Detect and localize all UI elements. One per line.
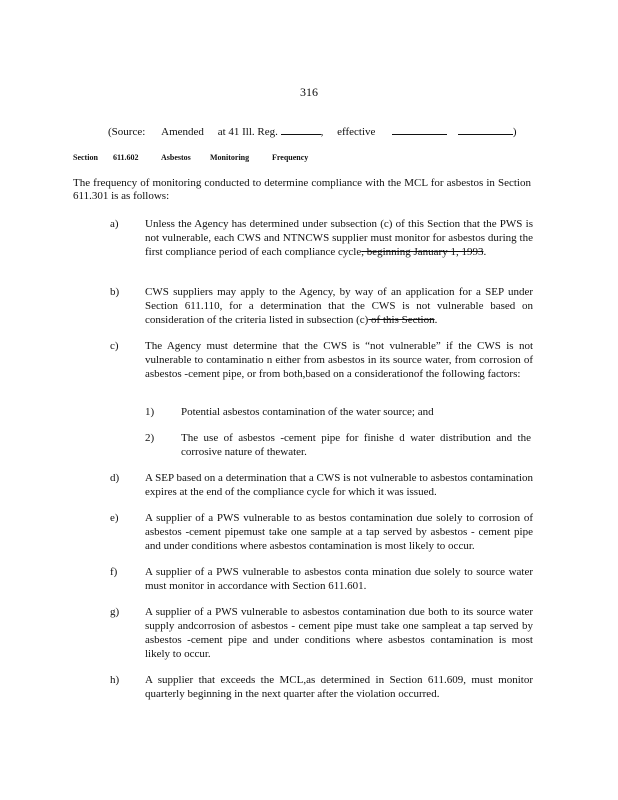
source-close: ) [512,126,517,138]
reg-blank [281,124,321,135]
item-marker: h) [110,674,120,686]
item-text: A supplier of a PWS vulnerable to asbestos conta mination due solely to source water must monitor in accordance with Section 611.601. [145,566,533,592]
section-number: 611.602 [113,153,139,162]
section-word-frequency: Frequency [272,153,309,162]
item-text: A SEP based on a determination that a CWS is not vulnerable to asbestos contamination expires at the end of the compliance cycle for which it was issued. [145,472,533,498]
source-reg: at 41 Ill. Reg. [217,126,278,138]
sub-item-marker: 2) [145,432,155,444]
item-marker: d) [110,472,120,484]
item-text [145,217,533,259]
section-word-asbestos: Asbestos [161,153,191,162]
section-label: Section [73,153,98,162]
item-text-main: Unless the Agency has determined under subsection (c) of this Section that the PWS is not vulnerable, each CWS and NTNCWS supplier must monitor for asbestos during the first compliance period of each compliance cycle [145,218,533,258]
intro-paragraph: The frequency of monitoring conducted to determine compliance with the MCL for asbestos in Section 611.301 is as follows: [73,177,531,202]
item-marker: e) [110,512,119,524]
sub-item-marker: 1) [145,406,155,418]
deleted-text: of this Section [368,314,435,326]
item-text-tail: . [483,246,487,258]
item-marker: g) [110,606,120,618]
effective-blank-1 [392,124,447,135]
item-text-tail: . [434,314,438,326]
section-word-monitoring: Monitoring [210,153,250,162]
sub-item-text: The use of asbestos -cement pipe for finishe d water distribution and the corrosive nature of thewater. [181,432,531,458]
item-marker: c) [110,340,119,352]
item-text [145,285,533,327]
item-marker: a) [110,218,119,230]
item-text: A supplier that exceeds the MCL,as determined in Section 611.609, must monitor quarterly beginning in the next quarter after the violation occurred. [145,674,533,700]
item-text-main: CWS suppliers may apply to the Agency, by way of an application for a SEP under Section 611.110, for a determination that the CWS is not vulnerable based on consideration of the criteria listed in subsection (c) [145,286,533,326]
source-note [108,124,528,138]
item-text: A supplier of a PWS vulnerable to as bestos contamination due solely to corrosion of asbestos -cement pipemust take one sample at a tap served by asbestos - cement pipe and under conditions where asbestos contamination is most likely to occur. [145,512,533,552]
source-effective: effective [337,126,376,138]
item-text: A supplier of a PWS vulnerable to asbestos contamination due both to its source water supply andcorrosion of asbestos - cement pipe must take one sampleat a tap served by asbestos -cement pipe and under conditions where asbestos contamination is most likely to occur. [145,606,533,660]
page-number: 316 [300,85,318,99]
source-amended: Amended [161,126,204,138]
sub-item-text: Potential asbestos contamination of the water source; and [181,406,434,418]
deleted-text: , beginning January 1, 1993 [361,246,484,258]
item-marker: b) [110,286,120,298]
item-text: The Agency must determine that the CWS is “not vulnerable” if the CWS is not vulnerable to contaminatio n either from asbestos in its source water, from corrosion of asbestos -cement pipe, or from both,based on a considerationof the following factors: [145,340,533,380]
source-comma: , [320,126,324,138]
item-marker: f) [110,566,118,578]
source-open: (Source: [108,126,146,138]
effective-blank-2 [458,124,513,135]
section-heading [73,153,308,162]
